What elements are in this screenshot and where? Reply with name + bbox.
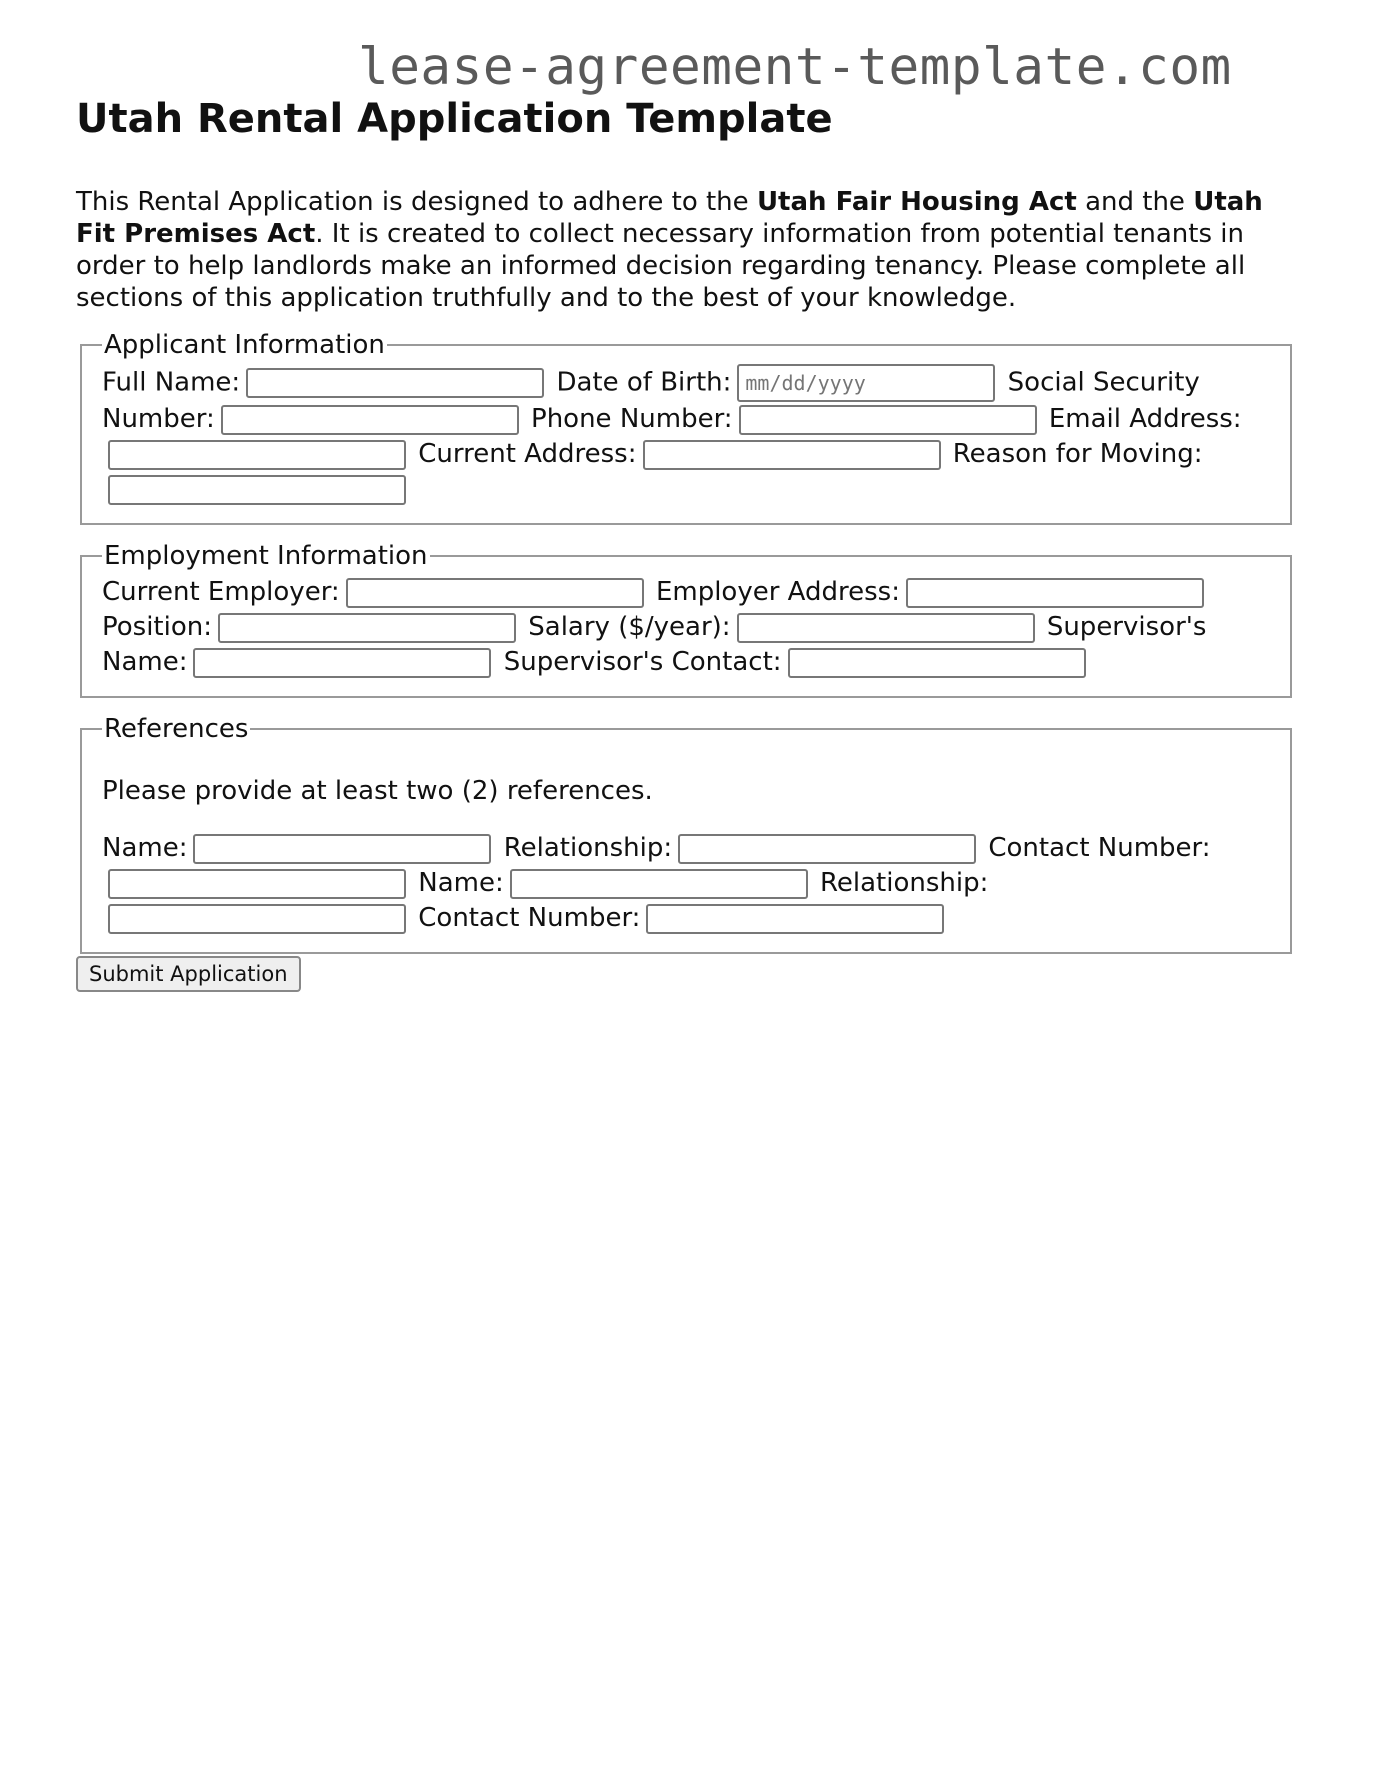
rental-application-form <box>76 330 1296 992</box>
employer-input[interactable] <box>346 578 644 608</box>
employer-address-input[interactable] <box>906 578 1204 608</box>
supervisor-name-label: Supervisor's Name: <box>102 612 1207 677</box>
intro-text-3: . It is created to collect necessary information from potential tenants in order to help landlords make an informed decision regarding tenancy. Please complete all sections of this application truthfully and to the best of your knowledge. <box>76 219 1246 313</box>
ref2-name-input[interactable] <box>510 869 808 899</box>
full-name-input[interactable] <box>246 368 544 398</box>
applicant-information-section <box>80 330 1292 525</box>
ref1-relationship-input[interactable] <box>678 834 976 864</box>
ref2-contact-label: Contact Number: <box>418 903 641 933</box>
salary-label: Salary ($/year): <box>528 612 731 642</box>
position-input[interactable] <box>218 613 516 643</box>
employment-information-section <box>80 541 1292 698</box>
employer-address-label: Employer Address: <box>655 577 900 607</box>
current-address-input[interactable] <box>643 440 941 470</box>
ssn-label: Social Security Number: <box>102 367 1200 434</box>
ref2-relationship-label: Relationship: <box>820 868 989 898</box>
supervisor-contact-label: Supervisor's Contact: <box>503 647 782 677</box>
phone-label: Phone Number: <box>531 404 733 434</box>
watermark: lease-agreement-template.com <box>358 38 1232 97</box>
intro-text-2: and the <box>1076 187 1194 217</box>
email-input[interactable] <box>108 440 406 470</box>
page-title: Utah Rental Application Template <box>76 96 833 142</box>
submit-application-button[interactable]: Submit Application <box>76 956 301 992</box>
salary-input[interactable] <box>737 613 1035 643</box>
reason-for-moving-label: Reason for Moving: <box>952 439 1203 469</box>
references-section <box>80 714 1292 954</box>
ssn-input[interactable] <box>221 405 519 435</box>
dob-input[interactable] <box>737 364 995 402</box>
email-label: Email Address: <box>1048 404 1242 434</box>
ref1-name-input[interactable] <box>193 834 491 864</box>
references-note: Please provide at least two (2) references. <box>102 776 653 806</box>
ref2-name-label: Name: <box>418 868 504 898</box>
phone-input[interactable] <box>739 405 1037 435</box>
ref2-relationship-input[interactable] <box>108 904 406 934</box>
full-name-label: Full Name: <box>102 367 241 398</box>
supervisor-contact-input[interactable] <box>788 648 1086 678</box>
ref2-contact-input[interactable] <box>646 904 944 934</box>
dob-label: Date of Birth: <box>556 367 732 398</box>
position-label: Position: <box>102 612 212 642</box>
current-address-label: Current Address: <box>418 439 637 469</box>
employment-information-legend: Employment Information <box>104 541 428 571</box>
references-legend: References <box>104 714 249 744</box>
intro-act-fair-housing: Utah Fair Housing Act <box>756 187 1077 217</box>
intro-text-1: This Rental Application is designed to adhere to the <box>76 187 757 217</box>
applicant-information-legend: Applicant Information <box>104 330 385 360</box>
ref1-contact-label: Contact Number: <box>988 833 1211 863</box>
ref1-relationship-label: Relationship: <box>503 833 673 863</box>
intro-act-fit-premises: Utah Fit Premises Act <box>76 187 1263 249</box>
supervisor-name-input[interactable] <box>193 648 491 678</box>
intro-paragraph <box>76 186 1306 314</box>
employer-label: Current Employer: <box>102 577 340 607</box>
ref1-name-label: Name: <box>102 833 188 863</box>
ref1-contact-input[interactable] <box>108 869 406 899</box>
page <box>76 88 1296 992</box>
reason-for-moving-input[interactable] <box>108 475 406 505</box>
